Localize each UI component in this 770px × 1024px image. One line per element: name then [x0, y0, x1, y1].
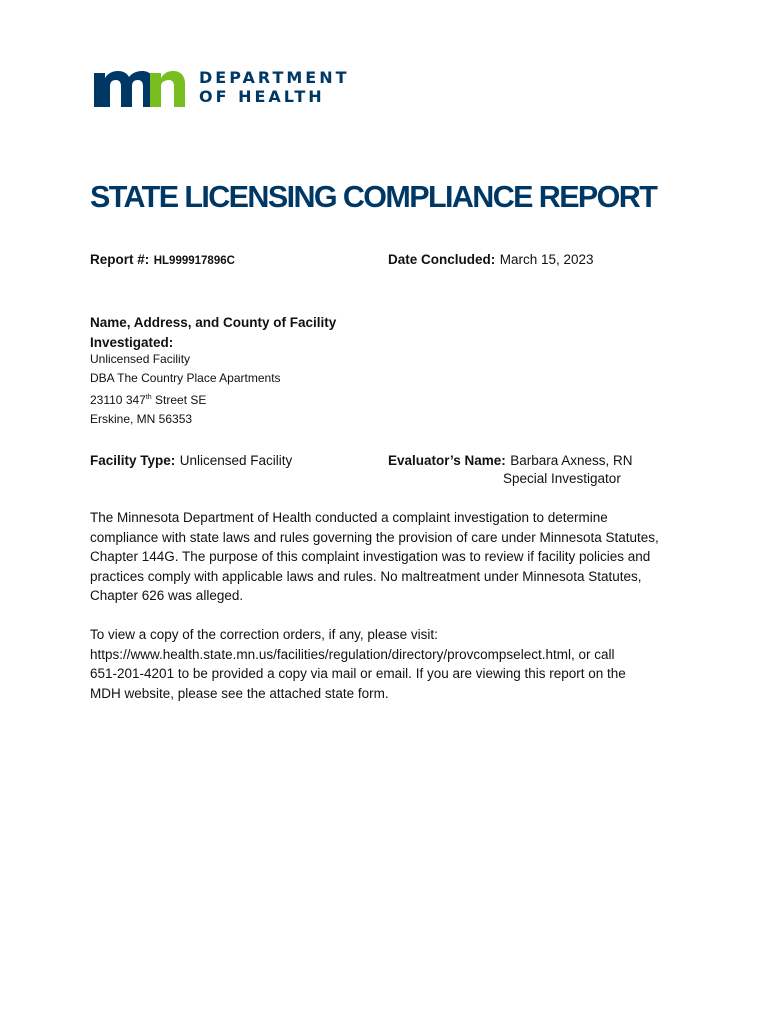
facility-street: 23110 347th Street SE — [90, 393, 207, 407]
correction-orders-link[interactable]: https://www.health.state.mn.us/facilities/regulation/directory/provcompselect.html, or call — [90, 646, 615, 662]
paragraph-line: Chapter 144G. The purpose of this complaint investigation was to review if facility policies and — [90, 549, 651, 564]
dept-line-1: DEPARTMENT — [199, 68, 350, 87]
paragraph-line: The Minnesota Department of Health conducted a complaint investigation to determine — [90, 510, 608, 525]
facility-dba: DBA The Country Place Apartments — [90, 371, 281, 385]
report-number-row — [90, 251, 235, 269]
page-title: STATE LICENSING COMPLIANCE REPORT — [90, 180, 657, 214]
facility-heading — [90, 313, 336, 352]
facility-type-value: Unlicensed Facility — [179, 453, 293, 468]
evaluator-row — [388, 452, 633, 470]
facility-type-label: Facility Type: — [90, 453, 176, 468]
evaluator-name: Barbara Axness, RN — [510, 453, 633, 468]
facility-heading-line-1: Name, Address, and County of Facility — [90, 315, 337, 330]
logo-n-shape — [150, 71, 185, 107]
investigation-paragraph — [90, 508, 680, 606]
mn-logo — [92, 67, 188, 109]
paragraph-line: compliance with state laws and rules governing the provision of care under Minnesota Statutes, — [90, 529, 659, 545]
date-concluded-label: Date Concluded: — [388, 252, 496, 267]
facility-type-row — [90, 452, 292, 470]
facility-city: Erskine, MN 56353 — [90, 412, 193, 426]
date-concluded-row — [388, 251, 594, 269]
evaluator-title: Special Investigator — [503, 471, 621, 486]
report-number-label: Report #: — [90, 252, 150, 267]
date-concluded-value: March 15, 2023 — [499, 252, 594, 267]
paragraph-line: MDH website, please see the attached state form. — [90, 685, 389, 701]
facility-name: Unlicensed Facility — [90, 352, 191, 366]
department-of-health-text — [199, 68, 350, 106]
paragraph-line: 651-201-4201 to be provided a copy via mail or email. If you are viewing this report on the — [90, 666, 626, 681]
logo-m-shape — [94, 71, 154, 107]
paragraph-line: practices comply with applicable laws and rules. No maltreatment under Minnesota Statutes, — [90, 568, 642, 584]
dept-line-2: OF HEALTH — [199, 87, 325, 106]
facility-address — [90, 350, 281, 429]
paragraph-line: To view a copy of the correction orders, if any, please visit: — [90, 627, 438, 642]
facility-heading-line-2: Investigated: — [90, 334, 174, 350]
evaluator-label: Evaluator’s Name: — [388, 453, 506, 468]
report-number-value: HL999917896C — [153, 255, 235, 267]
paragraph-line: Chapter 626 was alleged. — [90, 588, 244, 603]
correction-orders-paragraph — [90, 625, 680, 703]
